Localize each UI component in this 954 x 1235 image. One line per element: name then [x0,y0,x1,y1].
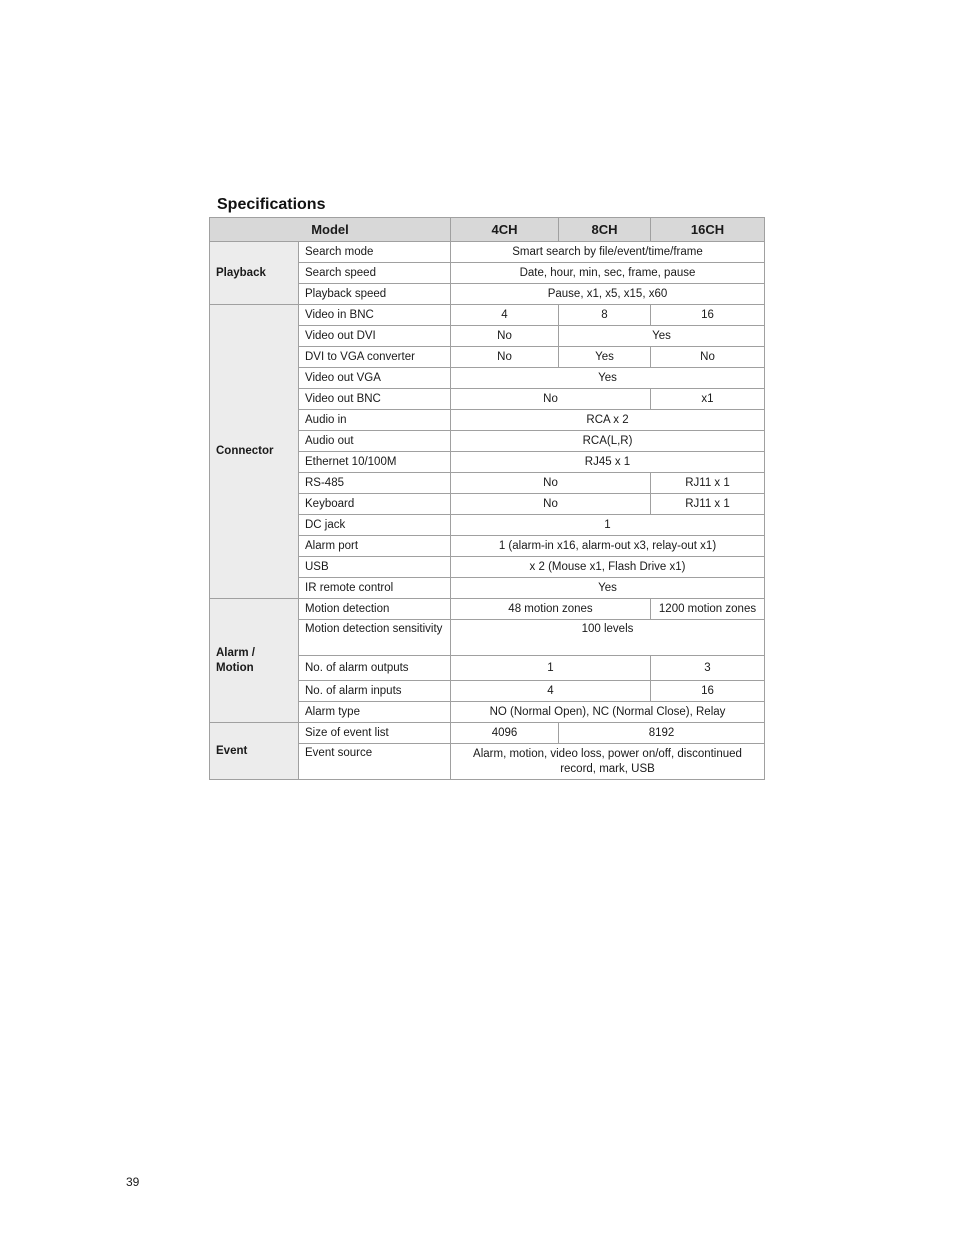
value-cell: RJ11 x 1 [651,473,765,494]
value-cell: 1 [451,656,651,681]
category-event: Event [210,723,299,780]
feature-label: Audio in [299,410,451,431]
feature-label: Motion detection sensitivity [299,620,451,656]
feature-label: Ethernet 10/100M [299,452,451,473]
value-cell: No [651,347,765,368]
value-cell: No [451,326,559,347]
value-cell: No [451,389,651,410]
feature-label: Video out BNC [299,389,451,410]
feature-label: Alarm port [299,536,451,557]
value-cell: 1200 motion zones [651,599,765,620]
feature-label: Keyboard [299,494,451,515]
value-cell: RCA(L,R) [451,431,765,452]
value-cell: Date, hour, min, sec, frame, pause [451,263,765,284]
value-cell: No [451,473,651,494]
feature-label: USB [299,557,451,578]
value-cell: Yes [451,368,765,389]
value-cell: 48 motion zones [451,599,651,620]
specifications-table [209,217,765,780]
feature-label: RS-485 [299,473,451,494]
value-cell: 8 [559,305,651,326]
category-alarm-motion: Alarm / Motion [210,599,299,723]
table-row [210,305,765,326]
table-row [210,599,765,620]
value-cell: Pause, x1, x5, x15, x60 [451,284,765,305]
value-cell: 4 [451,305,559,326]
feature-label: Alarm type [299,702,451,723]
feature-label: Event source [299,744,451,780]
header-16ch: 16CH [651,218,765,242]
value-cell: 1 [451,515,765,536]
value-cell: Yes [559,347,651,368]
value-cell: 1 (alarm-in x16, alarm-out x3, relay-out x1) [451,536,765,557]
value-cell: Smart search by file/event/time/frame [451,242,765,263]
value-cell: x 2 (Mouse x1, Flash Drive x1) [451,557,765,578]
value-cell: 8192 [559,723,765,744]
value-cell: 16 [651,681,765,702]
feature-label: DVI to VGA converter [299,347,451,368]
value-cell: RCA x 2 [451,410,765,431]
value-cell: No [451,347,559,368]
feature-label: Motion detection [299,599,451,620]
value-cell: 3 [651,656,765,681]
value-cell: 4096 [451,723,559,744]
header-4ch: 4CH [451,218,559,242]
value-cell: NO (Normal Open), NC (Normal Close), Relay [451,702,765,723]
value-cell: RJ11 x 1 [651,494,765,515]
value-cell: 16 [651,305,765,326]
value-cell: No [451,494,651,515]
page-number: 39 [126,1175,140,1189]
feature-label: Video in BNC [299,305,451,326]
feature-label: Video out DVI [299,326,451,347]
category-playback: Playback [210,242,299,305]
feature-label: Playback speed [299,284,451,305]
feature-label: Audio out [299,431,451,452]
feature-label: Size of event list [299,723,451,744]
header-model: Model [210,218,451,242]
category-connector: Connector [210,305,299,599]
table-row [210,723,765,744]
feature-label: IR remote control [299,578,451,599]
table-header-row [210,218,765,242]
value-cell: Alarm, motion, video loss, power on/off, discontinued record, mark, USB [451,744,765,780]
value-cell: RJ45 x 1 [451,452,765,473]
feature-label: DC jack [299,515,451,536]
feature-label: No. of alarm outputs [299,656,451,681]
page-title: Specifications [217,196,326,213]
value-cell: Yes [559,326,765,347]
feature-label: No. of alarm inputs [299,681,451,702]
value-cell: Yes [451,578,765,599]
value-cell: 4 [451,681,651,702]
header-8ch: 8CH [559,218,651,242]
value-cell: x1 [651,389,765,410]
value-cell: 100 levels [451,620,765,656]
table-row [210,242,765,263]
feature-label: Search speed [299,263,451,284]
feature-label: Search mode [299,242,451,263]
feature-label: Video out VGA [299,368,451,389]
